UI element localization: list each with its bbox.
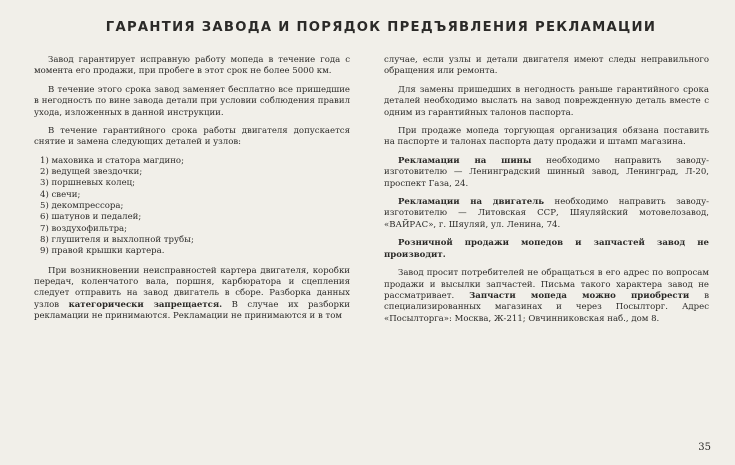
right-column: [384, 55, 709, 332]
spare-parts-emphasis: Запчасти мопеда можно приобрести: [469, 290, 690, 301]
list-item: 8) глушителя и выхлопной трубы;: [40, 234, 194, 245]
prohibited-emphasis: категорически запрещается.: [68, 299, 223, 310]
engine-parts-list: [34, 156, 350, 258]
list-item: 7) воздухофильтра;: [40, 223, 128, 234]
list-item: 2) ведущей звездочки;: [40, 167, 143, 178]
list-item: 5) декомпрессора;: [40, 201, 124, 212]
page-title: ГАРАНТИЯ ЗАВОДА И ПОРЯДОК ПРЕДЪЯВЛЕНИЯ РЕКЛАМАЦИИ: [105, 20, 657, 35]
tire-claims-heading: Рекламации на шины: [398, 155, 532, 166]
spare-parts-text-start: Завод просит потребителей не обращаться в его адрес по вопросам продажи и высылки запчастей. Письма такого характера завод не рассматривает.: [384, 268, 709, 301]
engine-claims-paragraph: [384, 197, 709, 231]
sale-stamp-paragraph: При продаже мопеда торгующая организация обязана поставить на паспорте и талонах паспорта дату продажи и штамп магазина.: [384, 126, 709, 148]
malfunction-text-end: В случае их разборки рекламации не принимаются. Рекламации не принимаются и в том: [34, 299, 350, 322]
engine-claims-heading: Рекламации на двигатель: [398, 197, 545, 208]
list-item: 3) поршневых колец;: [40, 178, 136, 189]
continuation-paragraph: случае, если узлы и детали двигателя имеют следы неправильного обращения или ремонта.: [384, 55, 709, 77]
list-item: 9) правой крышки картера.: [40, 246, 165, 257]
tire-claims-paragraph: [384, 156, 709, 190]
list-item: 4) свечи;: [40, 189, 81, 200]
malfunction-text-start: При возникновении неисправностей картера двигателя, коробки передач, коленчатого вала, поршня, карбюратора и сцепления следует отправить на завод двигатель в сборе. Разборка данных узлов: [34, 265, 350, 310]
replacement-paragraph: В течение этого срока завод заменяет бесплатно все пришедшие в негодность по вине завода детали при условии соблюдения правил ухода, изложенных в данной инструкции.: [34, 84, 350, 118]
left-column: [34, 55, 350, 330]
engine-parts-intro: В течение гарантийного срока работы двигателя допускается снятие и замена следующих деталей и узлов:: [34, 126, 350, 148]
spare-parts-paragraph: [384, 268, 709, 325]
list-item: 6) шатунов и педалей;: [40, 212, 142, 223]
malfunction-paragraph: [34, 266, 350, 323]
engine-claims-text: необходимо направить заводу-изготовителю — Литовская ССР, Шяуляйский мотовелозавод, «ВАЙРАС», г. Шяуляй, ул. Ленина, 74.: [384, 197, 709, 230]
spare-parts-text-end: в специализированных магазинах и через Посылторг. Адрес «Посылторга»: Москва, Ж-211; Овчинниковская наб., дом 8.: [384, 290, 710, 324]
list-item: 1) маховика и статора магдино;: [40, 155, 184, 166]
part-replacement-paragraph: Для замены пришедших в негодность раньше гарантийного срока деталей необходимо выслать на завод поврежденную деталь вместе с одним из гарантийных талонов паспорта.: [384, 84, 709, 118]
tire-claims-text: необходимо направить заводу-изготовителю — Ленинградский шинный завод, Ленинград, Л-20, проспект Газа, 24.: [384, 155, 709, 189]
no-retail-notice: Розничной продажи мопедов и запчастей завод не производит.: [384, 238, 709, 260]
page-number: 35: [698, 442, 711, 453]
warranty-paragraph: Завод гарантирует исправную работу мопеда в течение года с момента его продажи, при пробеге в этот срок не более 5000 км.: [34, 55, 350, 77]
